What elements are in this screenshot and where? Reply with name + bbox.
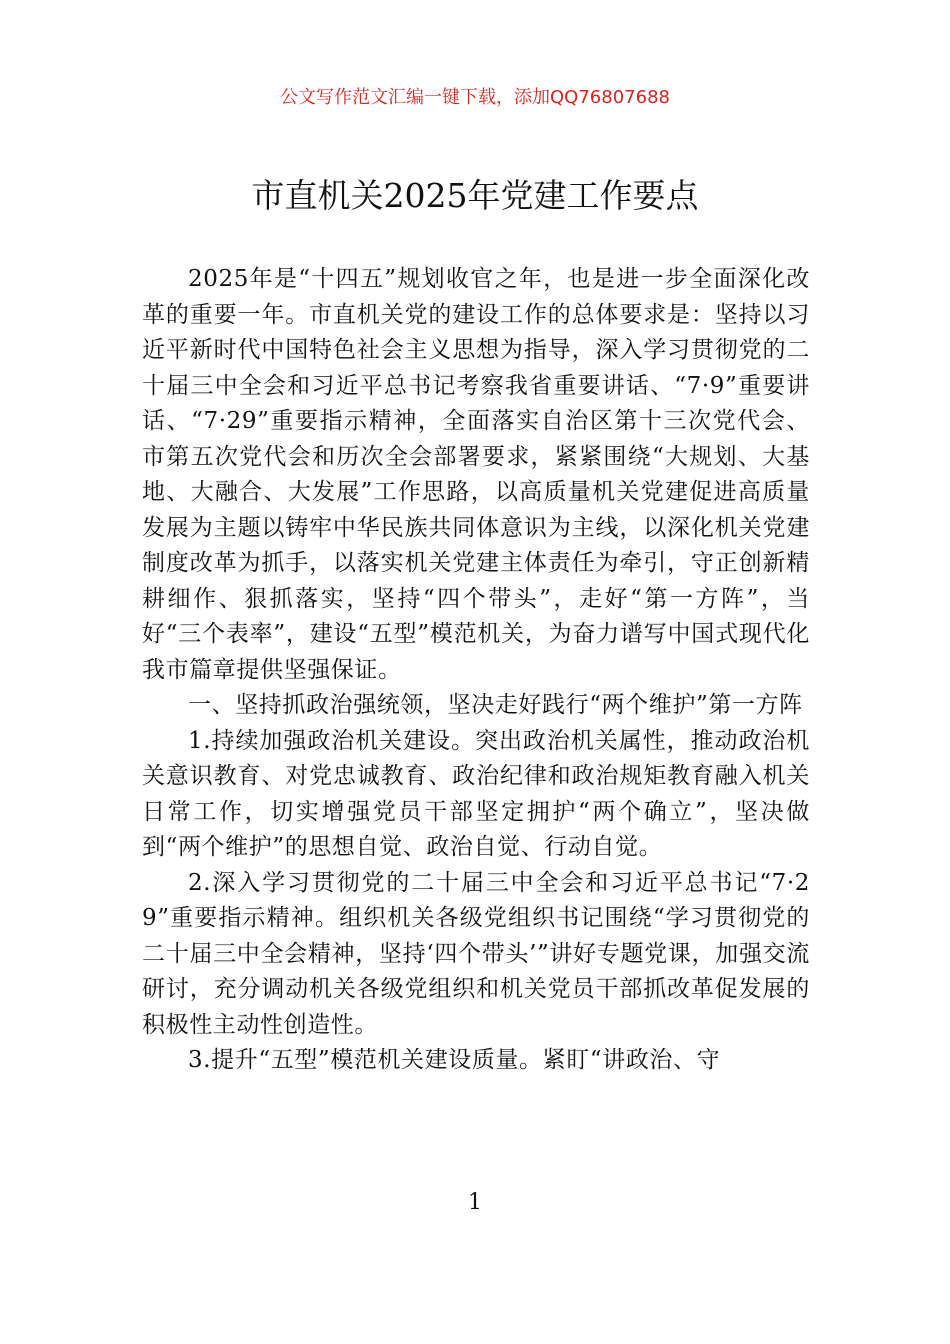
- page-title: 市直机关2025年党建工作要点: [251, 176, 699, 215]
- item-paragraph-2: 2.深入学习贯彻党的二十届三中全会和习近平总书记“7·29”重要指示精神。组织机关各级党组织书记围绕“学习贯彻党的二十届三中全会精神，坚持‘四个带头’”讲好专题党课，加强交流研讨，充分调动机关各级党组织和机关党员干部抓改革促发展的积极性主动性创造性。: [142, 869, 810, 1038]
- page-number: 1: [468, 1190, 482, 1215]
- section-heading-1: 一、坚持抓政治强统领，坚决走好践行“两个维护”第一方阵: [188, 692, 803, 718]
- intro-paragraph: 2025年是“十四五”规划收官之年，也是进一步全面深化改革的重要一年。市直机关党的建设工作的总体要求是：坚持以习近平新时代中国特色社会主义思想为指导，深入学习贯彻党的二十届三中全会和习近平总书记考察我省重要讲话、“7·9”重要讲话、“7·29”重要指示精神，全面落实自治区第十三次党代会、市第五次党代会和历次全会部署要求，紧紧围绕“大规划、大基地、大融合、大发展”工作思路，以高质量机关党建促进高质量发展为主题以铸牢中华民族共同体意识为主线，以深化机关党建制度改革为抓手，以落实机关党建主体责任为牵引，守正创新精耕细作、狠抓落实，坚持“四个带头”，走好“第一方阵”，当好“三个表率”，建设“五型”模范机关，为奋力谱写中国式现代化我市篇章提供坚强保证。: [142, 266, 810, 683]
- item-paragraph-1: 1.持续加强政治机关建设。突出政治机关属性，推动政治机关意识教育、对党忠诚教育、政治纪律和政治规矩教育融入机关日常工作，切实增强党员干部坚定拥护“两个确立”，坚决做到“两个维护”的思想自觉、政治自觉、行动自觉。: [142, 727, 810, 860]
- document-body: [142, 262, 810, 1079]
- download-banner: 公文写作范文汇编一键下载，添加QQ76807688: [280, 87, 670, 108]
- item-paragraph-3: 3.提升“五型”模范机关建设质量。紧盯“讲政治、守: [188, 1047, 721, 1073]
